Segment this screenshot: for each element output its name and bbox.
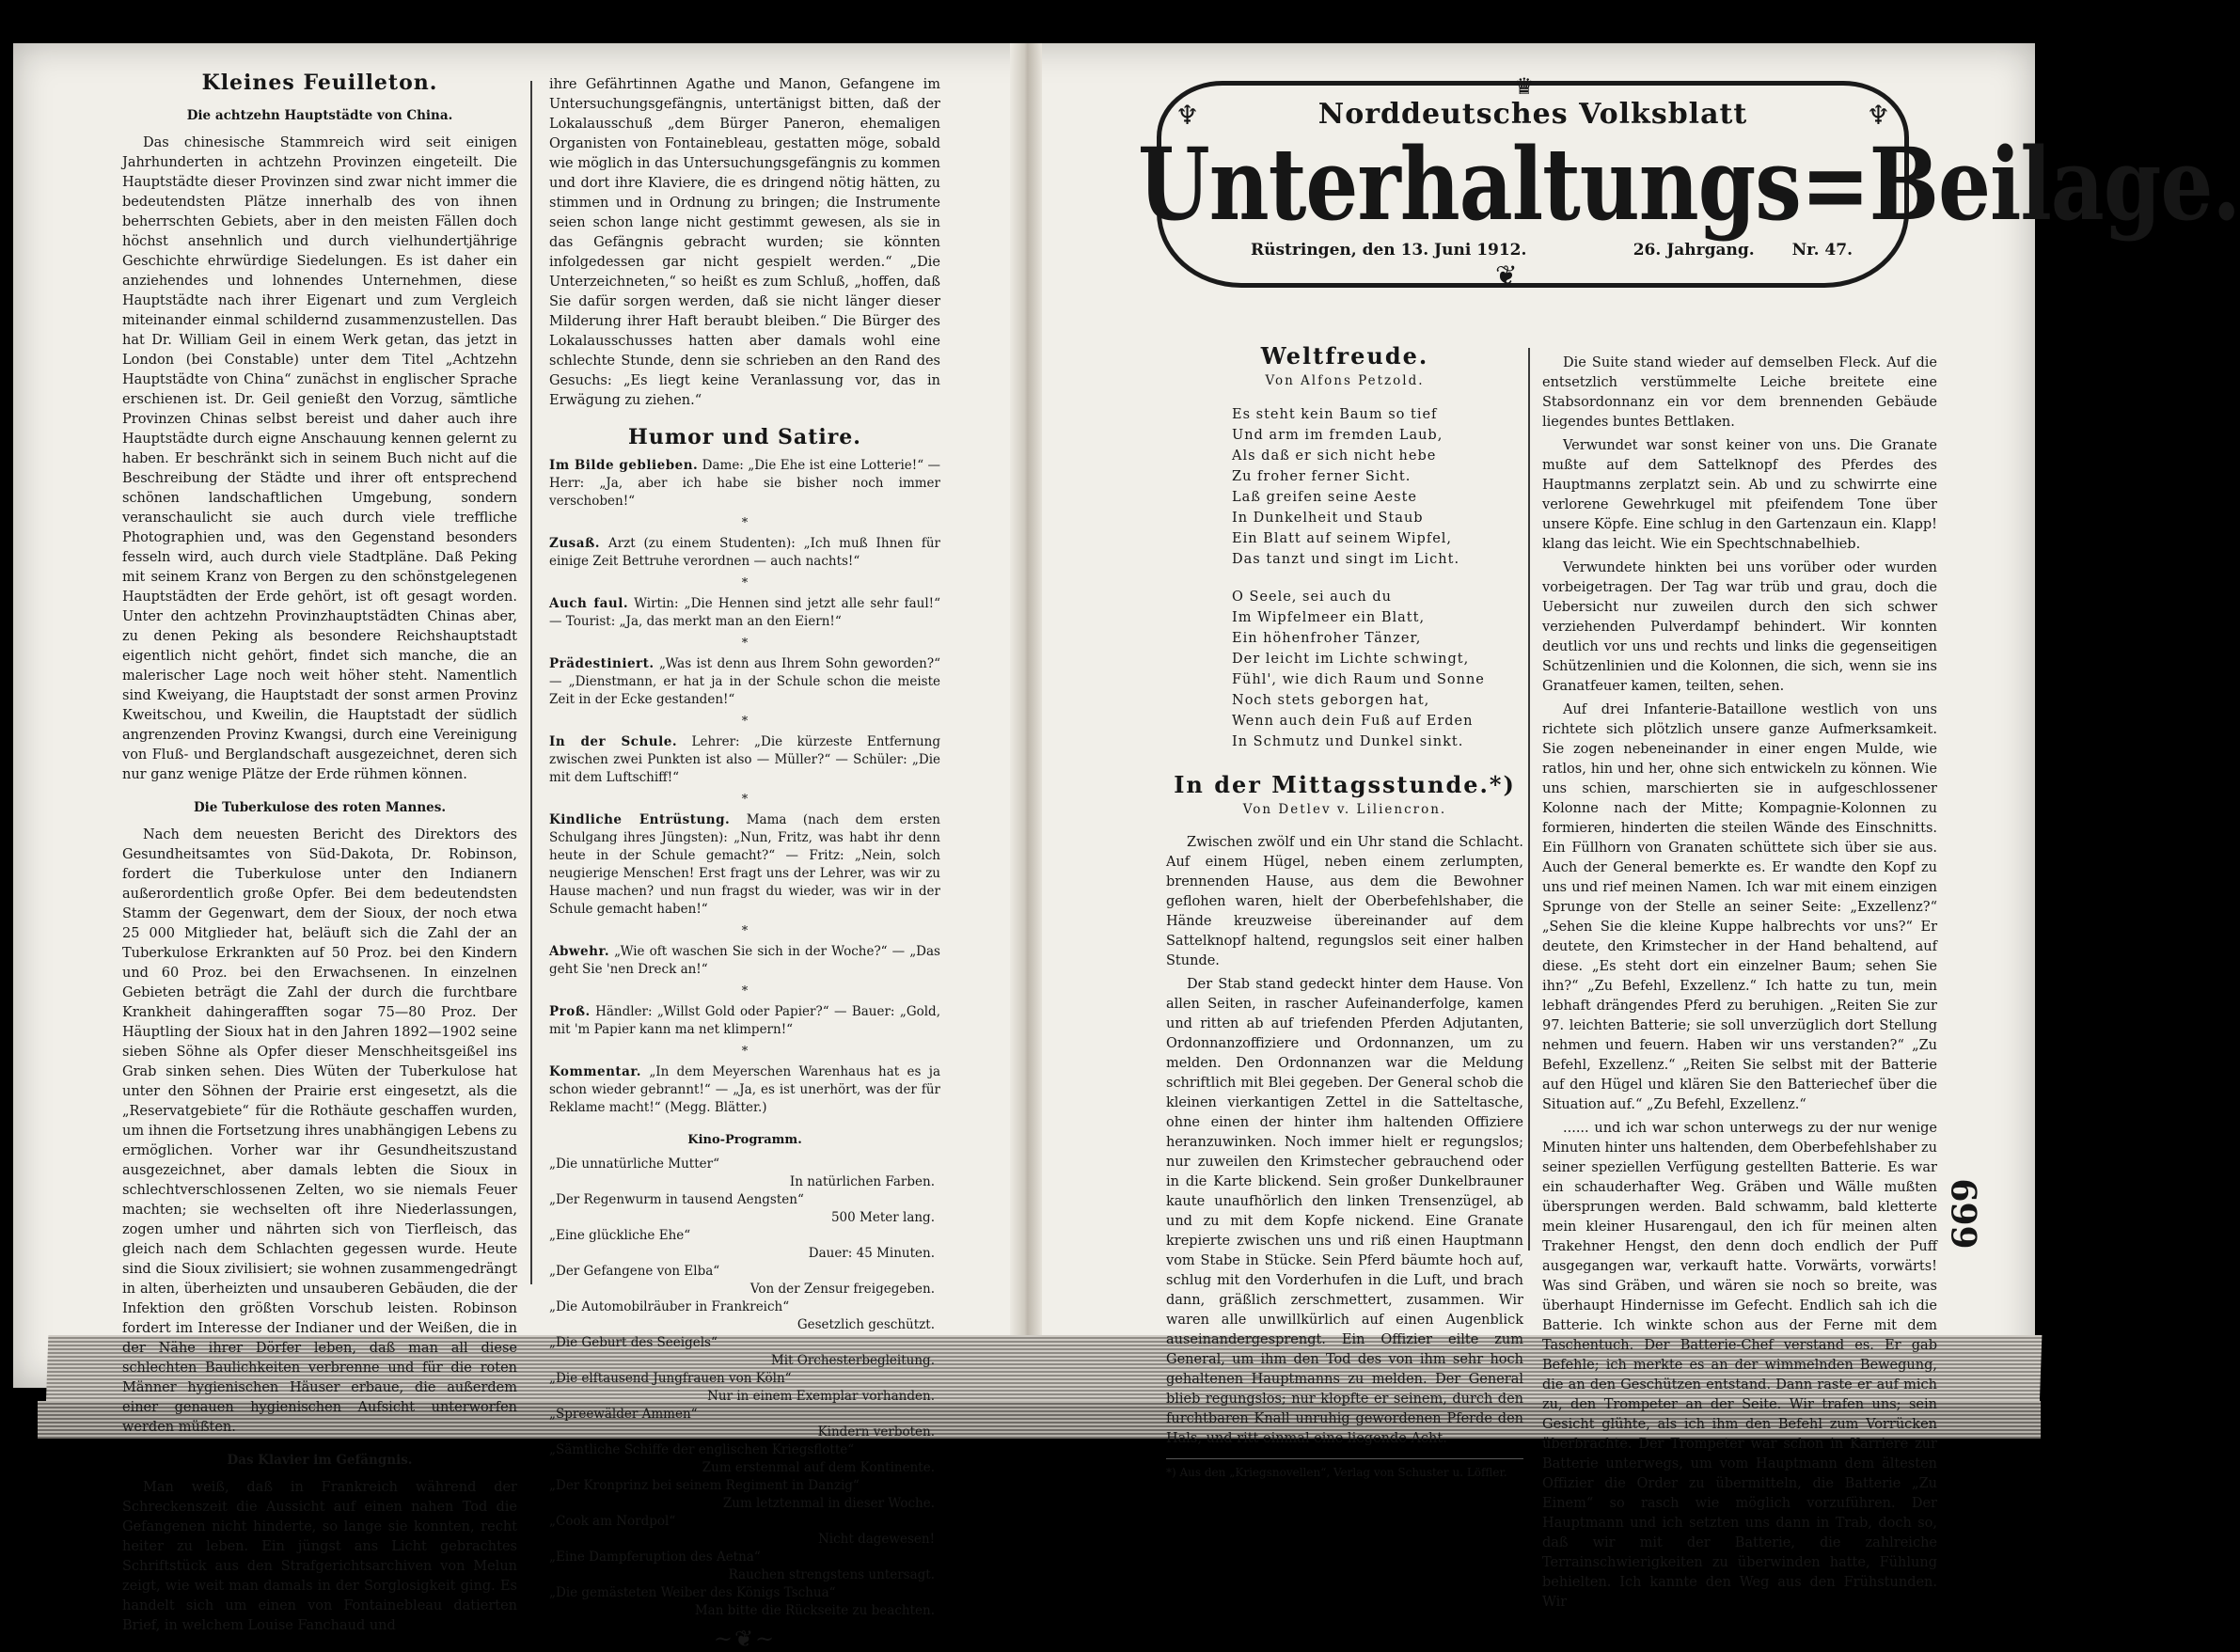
kino-film-title: „Die Geburt des Seeigels“: [549, 1335, 718, 1350]
poem-line: O Seele, sei auch du: [1232, 590, 1392, 605]
poem-stanza: [1232, 404, 1523, 570]
star-separator: *: [741, 516, 749, 530]
poem-line: Zu froher ferner Sicht.: [1232, 469, 1412, 484]
joke-heading: Prädestiniert.: [549, 656, 655, 671]
star-separator: *: [741, 637, 749, 651]
article-title: Die achtzehn Hauptstädte von China.: [186, 108, 453, 123]
volume: 26. Jahrgang.: [1633, 241, 1755, 260]
joke-heading: Proß.: [549, 1004, 591, 1019]
kino-film-note: 500 Meter lang.: [830, 1210, 935, 1225]
joke-text: Arzt (zu einem Studenten): „Ich muß Ihnen für einige Zeit Bettruhe verordnen — auch nachts!“: [549, 536, 940, 569]
column-rule: [1528, 348, 1530, 1251]
footnote: *) Aus den „Kriegsnovellen“, Verlag von Schuster u. Löffler.: [1166, 1458, 1523, 1483]
issue-number: Nr. 47.: [1791, 241, 1853, 260]
kino-item: [549, 1191, 940, 1227]
kino-film-title: „Der Kronprinz bei seinem Regiment in Danzig“: [549, 1478, 860, 1493]
kino-film-title: „Die Automobilräuber in Frankreich“: [549, 1299, 790, 1314]
kino-item: [549, 1298, 940, 1334]
kino-film-note: Dauer: 45 Minuten.: [808, 1246, 935, 1261]
left-column-1: [122, 66, 517, 1640]
left-column-2: [549, 75, 940, 1652]
joke-item: [549, 733, 940, 787]
joke-text: „Wie oft waschen Sie sich in der Woche?“ — „Das geht Sie 'nen Dreck an!“: [549, 944, 940, 977]
place-date: Rüstringen, den 13. Juni 1912.: [1251, 241, 1527, 260]
crown-ornament-icon: ♛: [1514, 73, 1535, 100]
story-paragraph: Der Stab stand gedeckt hinter dem Hause. Von allen Seiten, in rascher Aufeinanderfolge, kamen und ritten ab auf triefenden Pferden Adjutanten, Ordonnanzoffiziere und Ordonnanzen, um zu melden. Den Ordonnanzen war die Meldung schriftlich mit Blei gegeben. Der General schob die kleinen vierkantigen Zettel in die Satteltasche, ohne einen der hinter ihm haltenden Offiziere heranzuwinken. Noch immer hielt er regungslos; nur zuweilen den Krimstecher gebrauchend oder in die Karte blickend. Sein großer Dunkelbrauner kaute unaufhörlich den linken Trensenzügel, ab und zu mit dem Kopfe nickend. Eine Granate krepierte zwischen uns und riß einen Hauptmann vom Stabe in Stücke. Sein Pferd bäumte hoch auf, schlug mit den Vorderhufen in die Luft, und brach dann, gräßlich zerschmettert, zusammen. Wir waren alle unwillkürlich auf einen Augenblick auseinandergesprengt. Ein Offizier eilte zum General, um ihm den Tod des von ihm sehr hoch gehaltenen Hauptmanns zu melden. Der General blieb regungslos; nur klopfte er seinem, durch den furchtbaren Knall unruhig gewordenen Pferde den Hals, und ritt einmal eine liegende Acht.: [1166, 977, 1523, 1446]
joke-heading: Abwehr.: [549, 944, 610, 959]
kino-program-list: [549, 1156, 940, 1620]
kino-item: [549, 1370, 940, 1406]
story-paragraph: Verwundete hinkten bei uns vorüber oder wurden vorbeigetragen. Der Tag war trüb und grau, doch die Uebersicht nur zuweilen durch den sich schwer verziehenden Pulverdampf behindert. Wir konnten deutlich vor uns und rechts und links die gegenseitigen Schützenlinien und die Kolonnen, die sich, wenn sie ins Granatfeuer kamen, teilten, sehen.: [1542, 560, 1937, 694]
kino-film-title: „Sämtliche Schiffe der englischen Kriegsflotte“: [549, 1442, 855, 1457]
joke-item: [549, 595, 940, 631]
poem-stanza: [1232, 587, 1523, 752]
kino-film-note: Von der Zensur freigegeben.: [749, 1282, 935, 1297]
right-column-1: [1166, 342, 1523, 1483]
kino-film-title: „Die unnatürliche Mutter“: [549, 1156, 720, 1172]
joke-heading: Kindliche Entrüstung.: [549, 812, 731, 827]
story-byline: Von Detlev v. Liliencron.: [1242, 802, 1447, 817]
kino-film-note: In natürlichen Farben.: [789, 1174, 935, 1189]
kino-item: [549, 1156, 940, 1191]
kino-item: [549, 1334, 940, 1370]
joke-text: Wirtin: „Die Hennen sind jetzt alle sehr faul!“ — Tourist: „Ja, das merkt man an den Eiern!“: [549, 596, 940, 629]
page-number: 699: [1943, 1178, 1983, 1250]
column-rule: [530, 81, 532, 1284]
star-separator: *: [741, 984, 749, 999]
lamp-ornament-icon: ♆: [1866, 100, 1890, 131]
poem-line: Und arm im fremden Laub,: [1232, 428, 1443, 443]
poem: [1232, 404, 1523, 752]
paper-name: Norddeutsches Volksblatt: [1317, 98, 1748, 131]
poem-line: Fühl', wie dich Raum und Sonne: [1232, 672, 1485, 687]
poem-line: Der leicht im Lichte schwingt,: [1232, 652, 1470, 667]
kino-film-title: „Die elftausend Jungfrauen von Köln“: [549, 1371, 792, 1386]
kino-film-note: Gesetzlich geschützt.: [797, 1317, 935, 1332]
ornament-divider: ~❦~: [713, 1626, 777, 1652]
kino-film-title: „Spreewälder Ammen“: [549, 1407, 698, 1422]
article-body: Man weiß, daß in Frankreich während der Schreckenszeit die Aussicht auf einen nahen Tod die Gefangenen nicht hinderte, so lange sie konnten, recht heiter zu leben. Ein jüngst ans Licht gebrachtes Schriftstück aus den Strafgerichtsarchiven von Melun zeigt, wie weit man damals in der Sorglosigkeit ging. Es handelt sich um einen von Fontainebleau datierten Brief, in welchem Louise Fanchaud und: [122, 1480, 517, 1633]
joke-item: [549, 1003, 940, 1039]
joke-text: Händler: „Willst Gold oder Papier?“ — Bauer: „Gold, mit 'm Papier kann ma net klimpern!“: [549, 1004, 940, 1037]
kino-film-note: Kindern verboten.: [817, 1424, 935, 1440]
poem-line: Als daß er sich nicht hebe: [1232, 448, 1437, 464]
joke-item: [549, 457, 940, 511]
joke-text: „Was ist denn aus Ihrem Sohn geworden?“ — „Dienstmann, er hat ja in der Schule schon die meiste Zeit in der Ecke gestanden!“: [549, 656, 940, 707]
joke-heading: Auch faul.: [549, 596, 629, 611]
poem-byline: Von Alfons Petzold.: [1265, 373, 1425, 388]
poem-title: Weltfreude.: [1260, 342, 1429, 370]
star-separator: *: [741, 924, 749, 938]
poem-line: Laß greifen seine Aeste: [1232, 490, 1417, 505]
joke-item: [549, 655, 940, 709]
kino-item: [549, 1227, 940, 1263]
kino-film-title: „Der Regenwurm in tausend Aengsten“: [549, 1192, 804, 1207]
story-paragraph: Die Suite stand wieder auf demselben Fleck. Auf die entsetzlich verstümmelte Leiche breitete eine Stabsordonnanz ein vor dem brennenden Gebäude liegendes buntes Bettlaken.: [1542, 355, 1937, 430]
kino-film-title: „Cook am Nordpol“: [549, 1514, 676, 1529]
poem-line: In Schmutz und Dunkel sinkt.: [1232, 734, 1464, 749]
joke-item: [549, 811, 940, 919]
kino-film-note: Zum erstenmal auf dem Kontinente.: [702, 1460, 935, 1475]
story-title: In der Mittagsstunde.*): [1174, 771, 1516, 798]
kino-film-note: Mit Orchesterbegleitung.: [770, 1353, 935, 1368]
masthead-title: Unterhaltungs=Beilage.: [1138, 125, 2240, 244]
joke-heading: Im Bilde geblieben.: [549, 458, 699, 473]
joke-item: [549, 1063, 940, 1117]
poem-line: Ein höhenfroher Tänzer,: [1232, 631, 1422, 646]
kino-item: [549, 1513, 940, 1549]
joke-item: [549, 943, 940, 979]
joke-item: [549, 535, 940, 571]
kino-film-note: Zum letztenmal in dieser Woche.: [722, 1496, 935, 1511]
kino-item: [549, 1441, 940, 1477]
article-title: Das Klavier im Gefängnis.: [227, 1453, 413, 1468]
masthead-info: [1251, 241, 1853, 260]
book-gutter: [1010, 43, 1042, 1388]
poem-line: Wenn auch dein Fuß auf Erden: [1232, 714, 1474, 729]
article-body: Das chinesische Stammreich wird seit einigen Jahrhunderten in achtzehn Provinzen eingeteilt. Die Hauptstädte dieser Provinzen sind zwar nicht immer die bedeutendsten Plätze innerhalb des von ihnen beherrschten Gebiets, aber in den meisten Fällen doch höchst ansehnlich und durch vielhundertjährige Geschichte ehrwürdige Siedelungen. Es ist daher ein anziehendes und lohnendes Unternehmen, diese Hauptstädte nach ihrer Eigenart und zum Vergleich miteinander einmal schildernd zusammenzustellen. Das hat Dr. William Geil in einem Werk getan, das jetzt in London (bei Constable) unter dem Titel „Achtzehn Hauptstädte von China“ zunächst in englischer Sprache erschienen ist. Dr. Geil genießt den Vorzug, sämtliche Provinzen Chinas selbst bereist und daher auch ihre Hauptstädte durch eigne Anschauung kennen gelernt zu haben. Er beschränkt sich in seinem Buch nicht auf die Beschreibung der Städte und ihrer oft entsprechend schönen landschaftlichen Umgebung, sondern veranschaulicht sie auch durch viele treffliche Photographien und, was den Gegenstand besonders fesseln wird, auch durch viele Stadtpläne. Daß Peking mit seinem Kranz von Bergen zu den schönstgelegenen Hauptstädten der Erde gehört, ist oft gesagt worden. Unter den achtzehn Provinzhauptstädten Chinas aber, zu denen Peking als besondere Reichshauptstadt eigentlich nicht gehört, findet sich manche, die an malerischer Lage noch weit höher steht. Namentlich sind Kweiyang, die Hauptstadt der sonst armen Provinz Kweitschou, und Kweilin, die Hauptstadt der südlich angrenzenden Provinz Kwangsi, durch eine Vereinigung von Fluß- und Berglandschaft ausgezeichnet, deren sich nur ganz wenige Plätze der Erde rühmen können.: [122, 135, 517, 782]
section-title-humor: Humor und Satire.: [628, 425, 861, 449]
kino-film-note: Nicht dagewesen!: [817, 1532, 935, 1547]
joke-text: Lehrer: „Die kürzeste Entfernung zwischen zwei Punkten ist also — Müller?“ — Schüler: „Die mit dem Luftschiff!“: [549, 734, 940, 785]
jokes-list: [549, 457, 940, 1117]
kino-film-title: „Der Gefangene von Elba“: [549, 1264, 720, 1279]
joke-text: „In dem Meyerschen Warenhaus hat es ja schon wieder gebrannt!“ — „Ja, es ist unerhört, was der für Reklame macht!“ (Megg. Blätter.): [549, 1064, 940, 1115]
story-paragraph: Zwischen zwölf und ein Uhr stand die Schlacht. Auf einem Hügel, neben einem zerlumpten, brennenden Hause, aus dem die Bewohner geflohen waren, hielt der Oberbefehlshaber, die Hände kreuzweise übereinander auf dem Sattelknopf haltend, regungslos seit einer halben Stunde.: [1166, 835, 1523, 968]
kino-film-note: Rauchen strengstens untersagt.: [728, 1567, 935, 1582]
poem-line: Es steht kein Baum so tief: [1232, 407, 1438, 422]
star-separator: *: [741, 576, 749, 590]
star-separator: *: [741, 1045, 749, 1059]
story-paragraph: Verwundet war sonst keiner von uns. Die Granate mußte auf dem Sattelknopf des Pferdes des Hauptmanns zerplatzt sein. Ab und zu schwirrte eine verlorene Gewehrkugel mit pfeifendem Tone über unsere Köpfe. Eine schlug in den Gartenzaun ein. Klapp! klang das leicht. Wie ein Spechtschnabelhieb.: [1542, 438, 1937, 552]
kino-program-title: Kino-Programm.: [687, 1133, 802, 1147]
article-body: Nach dem neuesten Bericht des Direktors des Gesundheitsamtes von Süd-Dakota, Dr. Robinson, fordert die Tuberkulose unter den Indianern außerordentlich große Opfer. Bei dem bedeutendsten Stamm der Gegenwart, dem der Sioux, der noch etwa 25 000 Mitglieder hat, beläuft sich die Zahl der an Tuberkulose Erkrankten auf 50 Proz. bei den Kindern und 60 Proz. bei den Erwachsenen. In einzelnen Gebieten beträgt die Zahl der durch die furchtbare Krankheit dahingerafften sogar 75—80 Proz. Der Häuptling der Sioux hat in den Jahren 1892—1902 seine sieben Söhne als Opfer dieser Menschheitsgeißel ins Grab sinken sehen. Dies Wüten der Tuberkulose hat unter den Söhnen der Prairie erst eingesetzt, als die „Reservatgebiete“ für die Rothäute geschaffen wurden, um ihnen die Fortsetzung ihres unabhängigen Lebens zu ermöglichen. Vorher war ihr Gesundheitszustand ausgezeichnet, aber damals lebten die Sioux in schlechtverschlossenen Zelten, wo sie niemals Feuer machten; sie wechselten oft ihre Niederlassungen, zogen umher und nährten sich von Tierfleisch, das gleich nach dem Schlachten gegessen wurde. Heute sind die Sioux zivilisiert; sie wohnen zusammengedrängt in alten, überheizten und unsauberen Gebäuden, die der Infektion den größten Vorschub leisten. Robinson fordert im Interesse der Indianer und der Weißen, die in der Nähe ihrer Dörfer leben, daß man all diese schlechten Baulichkeiten verbrenne und für die roten Männer hygienischen Häuser erbaue, die außerdem einer genauen hygienischen Aufsicht unterworfen werden müßten.: [122, 827, 517, 1435]
poem-line: Ein Blatt auf seinem Wipfel,: [1232, 531, 1453, 546]
kino-item: [549, 1406, 940, 1441]
kino-film-note: Nur in einem Exemplar vorhanden.: [707, 1389, 935, 1404]
kino-film-title: „Eine glückliche Ehe“: [549, 1228, 691, 1243]
star-separator: *: [741, 793, 749, 807]
lamp-ornament-icon: ❦: [1495, 260, 1518, 291]
section-title-feuilleton: Kleines Feuilleton.: [201, 71, 438, 95]
kino-film-note: Man bitte die Rückseite zu beachten.: [694, 1603, 935, 1618]
joke-heading: In der Schule.: [549, 734, 678, 749]
poem-line: Noch stets geborgen hat,: [1232, 693, 1430, 708]
right-column-2: [1542, 354, 1937, 1616]
article-body-continued: ihre Gefährtinnen Agathe und Manon, Gefangene im Untersuchungsgefängnis, untertänigst bitten, daß der Lokalausschuß „dem Bürger Paneron, ehemaligen Organisten von Fontainebleau, gestatten möge, sobald wie möglich in das Untersuchungsgefängnis zu kommen und dort ihre Klaviere, die es dringend nötig hätten, zu stimmen und in Ordnung zu bringen; die Instrumente seien schon lange nicht gestimmt gewesen, als sie in das Gefängnis gebracht wurden; sie könnten infolgedessen gar nicht gespielt werden.“ „Die Unterzeichneten,“ so heißt es zum Schluß, „hoffen, daß Sie dafür sorgen werden, daß sie nicht länger dieser Milderung ihrer Haft beraubt bleiben.“ Die Bürger des Lokalausschusses hatten aber damals wohl eine schlechte Stunde, denn sie schrieben an den Rand des Gesuchs: „Es liegt keine Veranlassung vor, das in Erwägung zu ziehen.“: [549, 77, 940, 408]
kino-film-title: „Eine Dampferuption des Aetna“: [549, 1550, 761, 1565]
kino-item: [549, 1584, 940, 1620]
kino-item: [549, 1263, 940, 1298]
poem-line: Im Wipfelmeer ein Blatt,: [1232, 610, 1426, 625]
poem-line: Das tanzt und singt im Licht.: [1232, 552, 1460, 567]
joke-heading: Kommentar.: [549, 1064, 641, 1079]
star-separator: *: [741, 715, 749, 729]
kino-item: [549, 1549, 940, 1584]
story-paragraph: Auf drei Infanterie-Bataillone westlich von uns richtete sich plötzlich unsere ganze Aufmerksamkeit. Sie zogen nebeneinander in einer engen Mulde, wie ratlos, hin und her, ohne sich entwickeln zu können. Wie uns schien, marschierten sie in aufgeschlossener Kolonne nach der Mitte; Kompagnie-Kolonnen zu formieren, hinderten die steilen Wände des Einschnitts. Ein Füllhorn von Granaten schüttete sich über sie aus. Auch der General bemerkte es. Er wandte den Kopf zu uns und rief meinen Namen. Ich war mit einem einzigen Sprunge von der Stelle an seiner Seite: „Exzellenz?“ „Sehen Sie die kleine Kuppe halbrechts vor uns?“ Er deutete, den Krimstecher in der Hand behaltend, auf diese. „Es steht dort ein einzelner Baum; sehen Sie ihn?“ „Zu Befehl, Exzellenz.“ Ich hatte zu tun, mein lebhaft drängendes Pferd zu beruhigen. „Reiten Sie zur 97. leichten Batterie; sie soll unverzüglich dort Stellung nehmen und feuern. Haben wir uns verstanden?“ „Zu Befehl, Exzellenz.“ „Reiten Sie selbst mit der Batterie auf den Hügel und klären Sie den Batteriechef über die Situation auf.“ „Zu Befehl, Exzellenz.“: [1542, 702, 1937, 1112]
joke-text: Mama (nach dem ersten Schulgang ihres Jüngsten): „Nun, Fritz, was habt ihr denn heute in der Schule gemacht?“ — Fritz: „Nein, solch neugierige Menschen! Erst fragt uns der Lehrer, was wir zu Hause machen? und nun fragst du wieder, was wir in der Schule gemacht haben!“: [549, 812, 940, 917]
joke-heading: Zusaß.: [549, 536, 600, 551]
story-paragraph: ...... und ich war schon unterwegs zu der nur wenige Minuten hinter uns haltenden, dem Oberbefehlshaber zu seiner speziellen Verfügung gestellten Batterie. Es war ein schauderhafter Weg. Gräben und Wälle mußten übersprungen werden. Bald schwamm, bald kletterte mein kleiner Husarengaul, den ich für meinen alten Trakehner Hengst, den denn doch endlich der Puff ausgegangen war, verkauft hatte. Vorwärts, vorwärts! Was sind Gräben, und wären sie noch so breite, was überhaupt Hindernisse im Gefecht. Endlich sah ich die Batterie. Ich winkte schon aus der Ferne mit dem Taschentuch. Der Batterie-Chef verstand es. Er gab Befehle; ich merkte es an der wimmelnden Bewegung, die an den Geschützen entstand. Dann raste er auf mich zu, den Trompeter an der Seite. Wir trafen uns; sein Gesicht glühte, als ich ihm den Befehl zum Vorrücken überbrachte. Der Trompeter war schon in Karriere zur Batterie unterwegs, um vom Hauptmann dem ältesten Offizier die Order zu übermitteln, die Batterie „Zu Einem“ so rasch wie möglich vorzuführen. Der Hauptmann und ich setzten uns dann in Trab, doch so, daß wir mit der Batterie, die zahlreiche Terrainschwierigkeiten zu überwinden hatte, Fühlung behielten. Ich kannte den Weg aus den Frühstunden. Wir: [1542, 1121, 1937, 1610]
joke-text: Dame: „Die Ehe ist eine Lotterie!“ — Herr: „Ja, aber ich habe sie bisher noch immer verschoben!“: [549, 458, 940, 509]
kino-item: [549, 1477, 940, 1513]
article-title: Die Tuberkulose des roten Mannes.: [193, 800, 447, 815]
kino-film-title: „Die gemästeten Weiber des Königs Tschua“: [549, 1585, 836, 1600]
poem-line: In Dunkelheit und Staub: [1232, 511, 1424, 526]
lamp-ornament-icon: ♆: [1175, 100, 1200, 131]
masthead: [1138, 62, 2240, 316]
